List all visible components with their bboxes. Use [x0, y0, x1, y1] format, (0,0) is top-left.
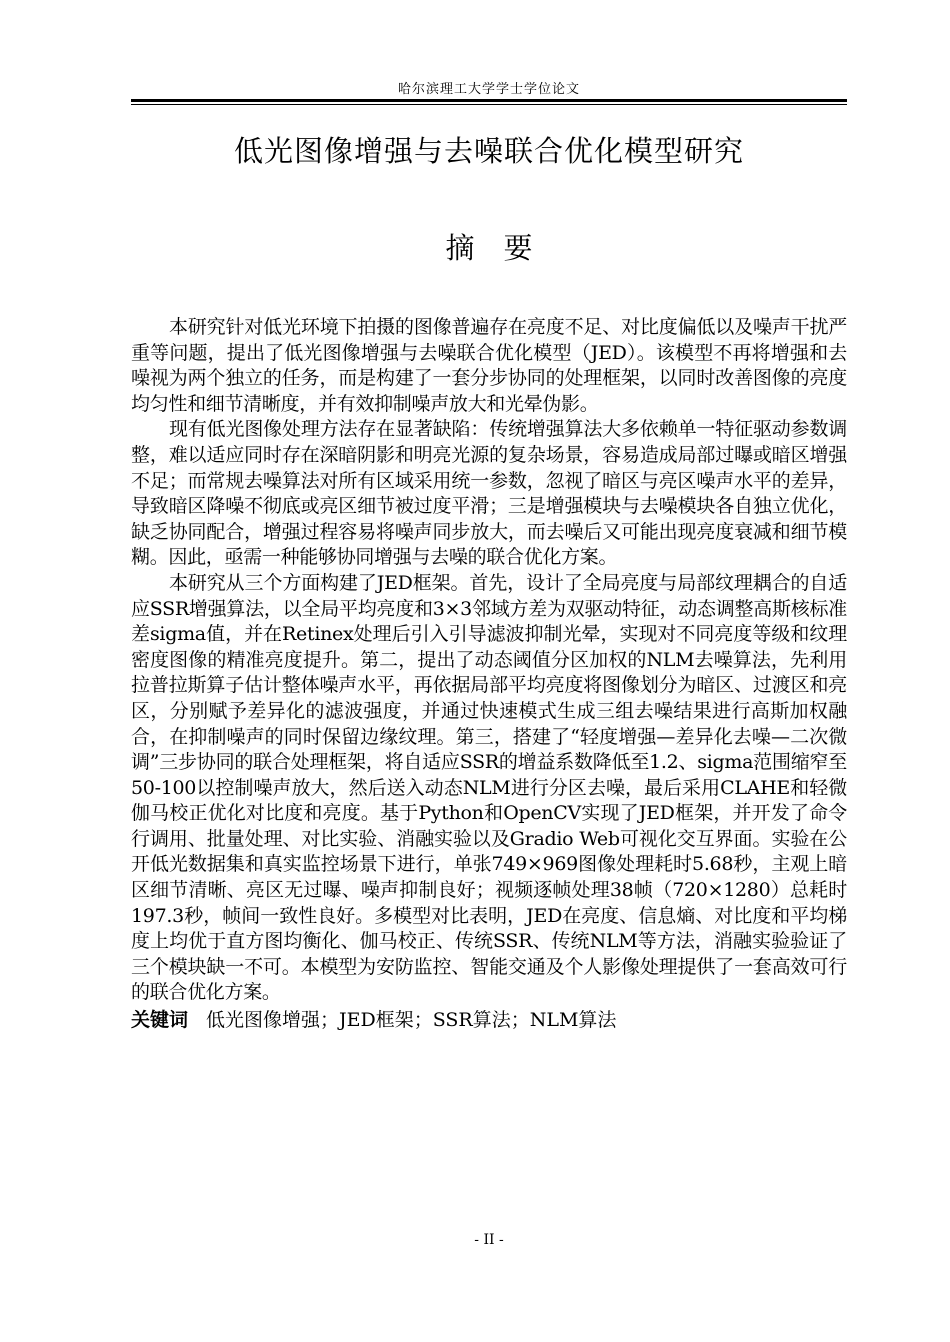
header-rule — [131, 99, 847, 102]
abstract-paragraph-1: 本研究针对低光环境下拍摄的图像普遍存在亮度不足、对比度偏低以及噪声干扰严重等问题，提出了低光图像增强与去噪联合优化模型（JED）。该模型不再将增强和去噪视为两个独立的任务，而是构建了一套分步协同的处理框架，以同时改善图像的亮度均匀性和细节清晰度，并有效抑制噪声放大和光晕伪影。 — [131, 316, 847, 415]
keywords-text: 低光图像增强；JED框架；SSR算法；NLM算法 — [206, 1009, 617, 1032]
abstract-paragraph-2: 现有低光图像处理方法存在显著缺陷：传统增强算法大多依赖单一特征驱动参数调整，难以适应同时存在深暗阴影和明亮光源的复杂场景，容易造成局部过曝或暗区增强不足；而常规去噪算法对所有区域采用统一参数，忽视了暗区与亮区噪声水平的差异，导致暗区降噪不彻底或亮区细节被过度平滑；三是增强模块与去噪模块各自独立优化，缺乏协同配合，增强过程容易将噪声同步放大，而去噪后又可能出现亮度衰减和细节模糊。因此，亟需一种能够协同增强与去噪的联合优化方案。 — [131, 418, 847, 569]
abstract-paragraph-3: 本研究从三个方面构建了JED框架。首先，设计了全局亮度与局部纹理耦合的自适应SSR增强算法，以全局平均亮度和3×3邻域方差为双驱动特征，动态调整高斯核标准差sigma值，并在Retinex处理后引入引导滤波抑制光晕，实现对不同亮度等级和纹理密度图像的精准亮度提升。第二，提出了动态阈值分区加权的NLM去噪算法，先利用拉普拉斯算子估计整体噪声水平，再依据局部平均亮度将图像划分为暗区、过渡区和亮区，分别赋予差异化的滤波强度，并通过快速模式生成三组去噪结果进行高斯加权融合，在抑制噪声的同时保留边缘纹理。第三，搭建了“轻度增强—差异化去噪—二次微调”三步协同的联合处理框架，将自适应SSR的增益系数降低至1.2、sigma范围缩窄至50-100以控制噪声放大，然后送入动态NLM进行分区去噪，最后采用CLAHE和轻微伽马校正优化对比度和亮度。基于Python和OpenCV实现了JED框架，并开发了命令行调用、批量处理、对比实验、消融实验以及Gradio Web可视化交互界面。实验在公开低光数据集和真实监控场景下进行，单张749×969图像处理耗时5.68秒，主观上暗区细节清晰、亮区无过曝、噪声抑制良好；视频逐帧处理38帧（720×1280）总耗时197.3秒，帧间一致性良好。多模型对比表明，JED在亮度、信息熵、对比度和平均梯度上均优于直方图均衡化、伽马校正、传统SSR、传统NLM等方法，消融实验验证了三个模块缺一不可。本模型为安防监控、智能交通及个人影像处理提供了一套高效可行的联合优化方案。 — [131, 571, 847, 1004]
header-rule-thin — [131, 104, 847, 105]
keywords-label: 关键词 — [131, 1009, 189, 1032]
abstract-heading: 摘 要 — [445, 231, 533, 265]
running-header: 哈尔滨理工大学学士学位论文 — [397, 82, 580, 97]
keywords-line — [131, 1006, 847, 1034]
abstract-body — [131, 315, 847, 1034]
page-number: - II - — [474, 1232, 504, 1248]
thesis-title: 低光图像增强与去噪联合优化模型研究 — [233, 134, 744, 168]
